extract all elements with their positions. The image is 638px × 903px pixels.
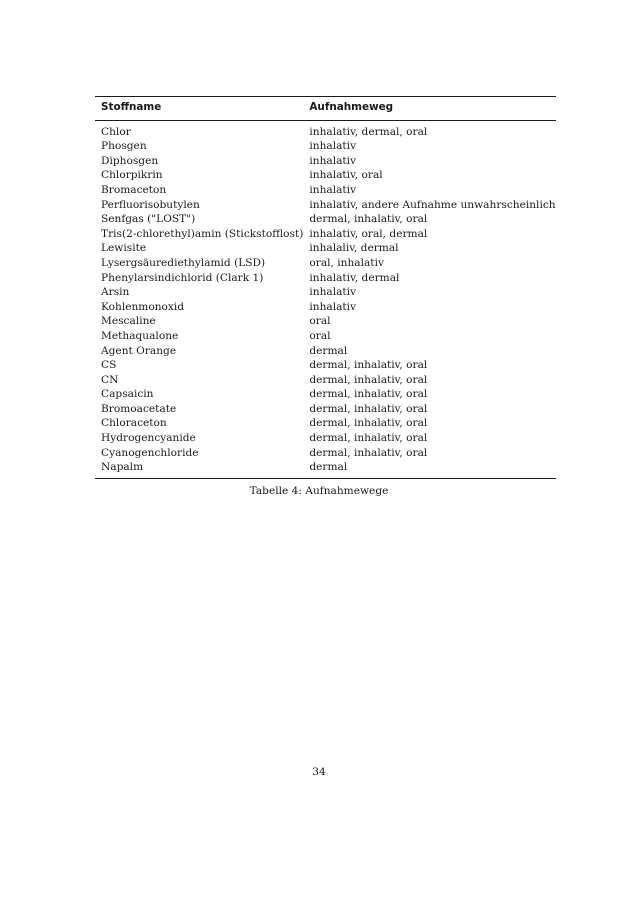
cell-substance-name: Kohlenmonoxid xyxy=(101,300,185,313)
cell-substance-name: Arsin xyxy=(101,286,130,299)
cell-substance-name: Phenylarsindichlorid (Clark 1) xyxy=(101,271,264,284)
cell-substance-name: Napalm xyxy=(101,461,144,474)
table-row xyxy=(95,300,556,315)
table-row xyxy=(95,227,556,242)
table-row xyxy=(95,329,556,344)
cell-uptake-route: dermal xyxy=(309,344,348,357)
cell-uptake-route: dermal, inhalativ, oral xyxy=(309,432,428,445)
substance-table-container xyxy=(95,96,556,479)
table-row xyxy=(95,212,556,227)
cell-substance-name: Bromaceton xyxy=(101,183,167,196)
table-row xyxy=(95,120,556,139)
cell-substance-name: Capsaicin xyxy=(101,388,154,401)
header-uptake-route: Aufnahmeweg xyxy=(309,101,394,113)
uptake-routes-table xyxy=(95,96,556,479)
cell-uptake-route: dermal, inhalativ, oral xyxy=(309,417,428,430)
table-row xyxy=(95,285,556,300)
cell-uptake-route: dermal, inhalativ, oral xyxy=(309,388,428,401)
cell-substance-name: CN xyxy=(101,373,119,386)
page-number: 34 xyxy=(312,766,326,778)
cell-substance-name: Lewisite xyxy=(101,242,147,255)
cell-uptake-route: inhalativ, oral, dermal xyxy=(309,227,428,240)
cell-uptake-route: dermal, inhalativ, oral xyxy=(309,373,428,386)
cell-uptake-route: inhalativ xyxy=(309,140,357,153)
cell-uptake-route: dermal, inhalativ, oral xyxy=(309,446,428,459)
header-substance-name: Stoffname xyxy=(101,101,162,113)
cell-uptake-route: inhalativ, oral xyxy=(309,169,383,182)
table-row xyxy=(95,241,556,256)
cell-uptake-route: inhalativ xyxy=(309,183,357,196)
cell-uptake-route: oral xyxy=(309,315,331,328)
table-row xyxy=(95,271,556,286)
table-row xyxy=(95,446,556,461)
table-row xyxy=(95,416,556,431)
table-row xyxy=(95,402,556,417)
cell-uptake-route: inhalativ, dermal, oral xyxy=(309,125,428,138)
cell-substance-name: Agent Orange xyxy=(101,344,177,357)
cell-uptake-route: inhalativ, dermal xyxy=(309,271,400,284)
table-row xyxy=(95,183,556,198)
cell-substance-name: Bromoacetate xyxy=(101,402,177,415)
cell-uptake-route: oral xyxy=(309,329,331,342)
table-row xyxy=(95,344,556,359)
table-row xyxy=(95,168,556,183)
table-body xyxy=(95,120,556,478)
cell-substance-name: Tris(2-chlorethyl)amin (Stickstofflost) xyxy=(101,227,304,240)
cell-uptake-route: inhalativ xyxy=(309,154,357,167)
cell-substance-name: Chlorpikrin xyxy=(101,169,163,182)
cell-substance-name: CS xyxy=(101,359,117,372)
cell-substance-name: Chloraceton xyxy=(101,417,167,430)
table-caption: Tabelle 4: Aufnahmewege xyxy=(249,485,389,497)
cell-uptake-route: inhalativ, andere Aufnahme unwahrscheinlich xyxy=(309,198,556,211)
table-row xyxy=(95,373,556,388)
cell-substance-name: Mescaline xyxy=(101,315,156,328)
cell-substance-name: Chlor xyxy=(101,125,131,138)
cell-uptake-route: dermal, inhalativ, oral xyxy=(309,402,428,415)
cell-uptake-route: oral, inhalativ xyxy=(309,256,384,269)
cell-substance-name: Senfgas ("LOST") xyxy=(101,213,196,226)
table-row xyxy=(95,431,556,446)
cell-substance-name: Lysergsäurediethylamid (LSD) xyxy=(101,256,266,269)
cell-uptake-route: inhalaliv, dermal xyxy=(309,242,399,255)
table-row xyxy=(95,198,556,213)
cell-substance-name: Hydrogencyanide xyxy=(101,432,196,445)
cell-uptake-route: dermal, inhalativ, oral xyxy=(309,359,428,372)
cell-substance-name: Phosgen xyxy=(101,140,147,153)
table-row xyxy=(95,154,556,169)
table-row xyxy=(95,314,556,329)
cell-substance-name: Perfluorisobutylen xyxy=(101,198,200,211)
cell-substance-name: Diphosgen xyxy=(101,154,159,167)
table-row xyxy=(95,139,556,154)
table-row xyxy=(95,358,556,373)
table-header-row xyxy=(95,97,556,121)
table-row xyxy=(95,256,556,271)
cell-substance-name: Methaqualone xyxy=(101,329,179,342)
cell-uptake-route: dermal xyxy=(309,461,348,474)
cell-uptake-route: inhalativ xyxy=(309,300,357,313)
cell-substance-name: Cyanogenchloride xyxy=(101,446,199,459)
cell-uptake-route: inhalativ xyxy=(309,286,357,299)
table-row xyxy=(95,460,556,478)
table-row xyxy=(95,387,556,402)
cell-uptake-route: dermal, inhalativ, oral xyxy=(309,213,428,226)
